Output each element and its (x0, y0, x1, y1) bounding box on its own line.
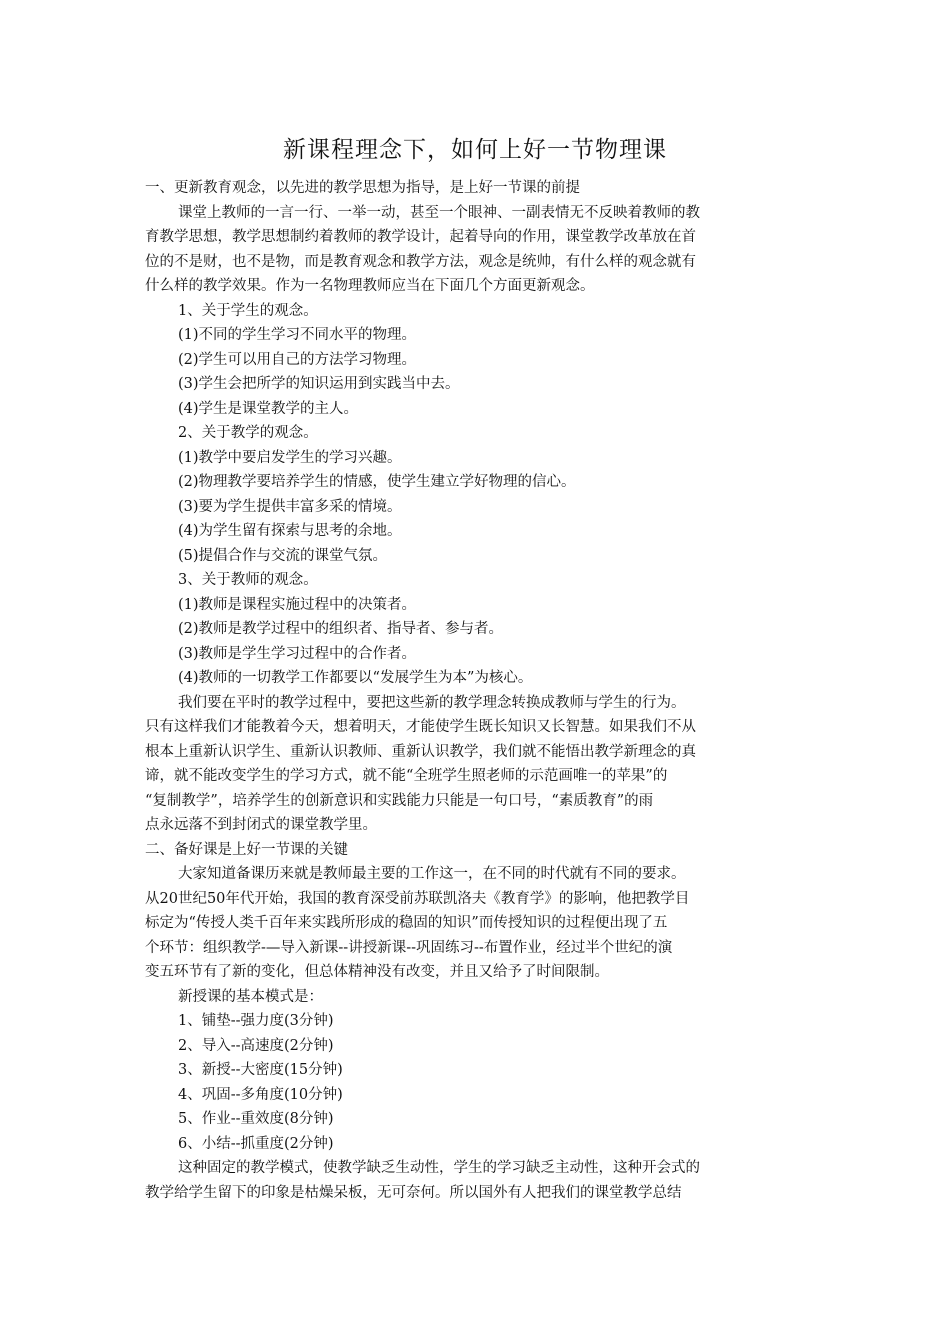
text-line: 课堂上教师的一言一行、一举一动，甚至一个眼神、一副表情无不反映着教师的教 (178, 204, 700, 221)
text-line: 变五环节有了新的变化，但总体精神没有改变，并且又给予了时间限制。 (145, 964, 609, 980)
text-line: 二、备好课是上好一节课的关键 (145, 841, 348, 858)
document-body (145, 176, 807, 1205)
text-line: (3)学生会把所学的知识运用到实践当中去。 (178, 376, 460, 392)
text-line: 教学给学生留下的印象是枯燥呆板，无可奈何。所以国外有人把我们的课堂教学总结 (145, 1184, 682, 1201)
text-line: 6、小结--抓重度(2分钟) (178, 1135, 334, 1152)
text-line: 2、关于教学的观念。 (178, 425, 318, 441)
page-title: 新课程理念下，如何上好一节物理课 (283, 137, 667, 163)
text-line: 1、铺垫--强力度(3分钟) (178, 1013, 334, 1029)
text-line: 育教学思想，教学思想制约着教师的教学设计，起着导向的作用，课堂教学改革放在首 (145, 229, 696, 245)
text-line: 这种固定的教学模式，使教学缺乏生动性，学生的学习缺乏主动性，这种开会式的 (178, 1160, 700, 1176)
text-line: 位的不是财，也不是物，而是教育观念和教学方法，观念是统帅，有什么样的观念就有 (145, 253, 696, 270)
text-line: (4)教师的一切教学工作都要以“发展学生为本”为核心。 (178, 670, 533, 686)
text-line: 一、更新教育观念，以先进的教学思想为指导，是上好一节课的前提 (145, 180, 580, 196)
text-line: 新授课的基本模式是： (178, 988, 323, 1005)
text-line: 3、新授--大密度(15分钟) (178, 1062, 343, 1078)
text-line: 只有这样我们才能教着今天，想着明天，才能使学生既长知识又长智慧。如果我们不从 (145, 719, 696, 735)
text-line: (2)学生可以用自己的方法学习物理。 (178, 351, 417, 368)
text-line: (1)教师是课程实施过程中的决策者。 (178, 596, 417, 613)
text-line: (1)不同的学生学习不同水平的物理。 (178, 327, 417, 343)
text-line: (1)教学中要启发学生的学习兴趣。 (178, 449, 402, 466)
text-line: (2)物理教学要培养学生的情感，使学生建立学好物理的信心。 (178, 474, 576, 490)
text-line: 从20世纪50年代开始，我国的教育深受前苏联凯洛夫《教育学》的影响，他把教学目 (145, 890, 690, 907)
text-line: 点永远落不到封闭式的课堂教学里。 (145, 817, 377, 833)
text-line: 5、作业--重效度(8分钟) (178, 1111, 334, 1127)
text-line: 个环节：组织教学-—导入新课--讲授新课--巩固练习--布置作业，经过半个世纪的演 (145, 939, 673, 956)
text-line: (3)要为学生提供丰富多采的情境。 (178, 498, 402, 515)
text-line: 我们要在平时的教学过程中，要把这些新的教学理念转换成教师与学生的行为。 (178, 694, 686, 711)
text-line: “复制教学”，培养学生的创新意识和实践能力只能是一句口号，“素质教育”的雨 (145, 792, 654, 809)
text-line: (5)提倡合作与交流的课堂气氛。 (178, 547, 388, 564)
text-line: 1、关于学生的观念。 (178, 302, 318, 319)
text-line: 什么样的教学效果。作为一名物理教师应当在下面几个方面更新观念。 (145, 278, 595, 294)
text-line: 2、导入--高速度(2分钟) (178, 1037, 334, 1054)
text-line: (4)为学生留有探索与思考的余地。 (178, 523, 402, 539)
text-line: 谛，就不能改变学生的学习方式，就不能“全班学生照老师的示范画唯一的苹果”的 (145, 768, 668, 784)
text-line: (3)教师是学生学习过程中的合作者。 (178, 645, 417, 662)
text-line: 3、关于教师的观念。 (178, 572, 318, 588)
text-line: (4)学生是课堂教学的主人。 (178, 400, 359, 417)
text-line: 标定为“传授人类千百年来实践所形成的稳固的知识”而传授知识的过程便出现了五 (145, 915, 668, 931)
text-line: 4、巩固--多角度(10分钟) (178, 1086, 343, 1103)
text-line: 根本上重新认识学生、重新认识教师、重新认识教学，我们就不能悟出教学新理念的真 (145, 743, 696, 760)
text-line: (2)教师是教学过程中的组织者、指导者、参与者。 (178, 621, 504, 637)
text-line: 大家知道备课历来就是教师最主要的工作这一，在不同的时代就有不同的要求。 (178, 866, 686, 882)
